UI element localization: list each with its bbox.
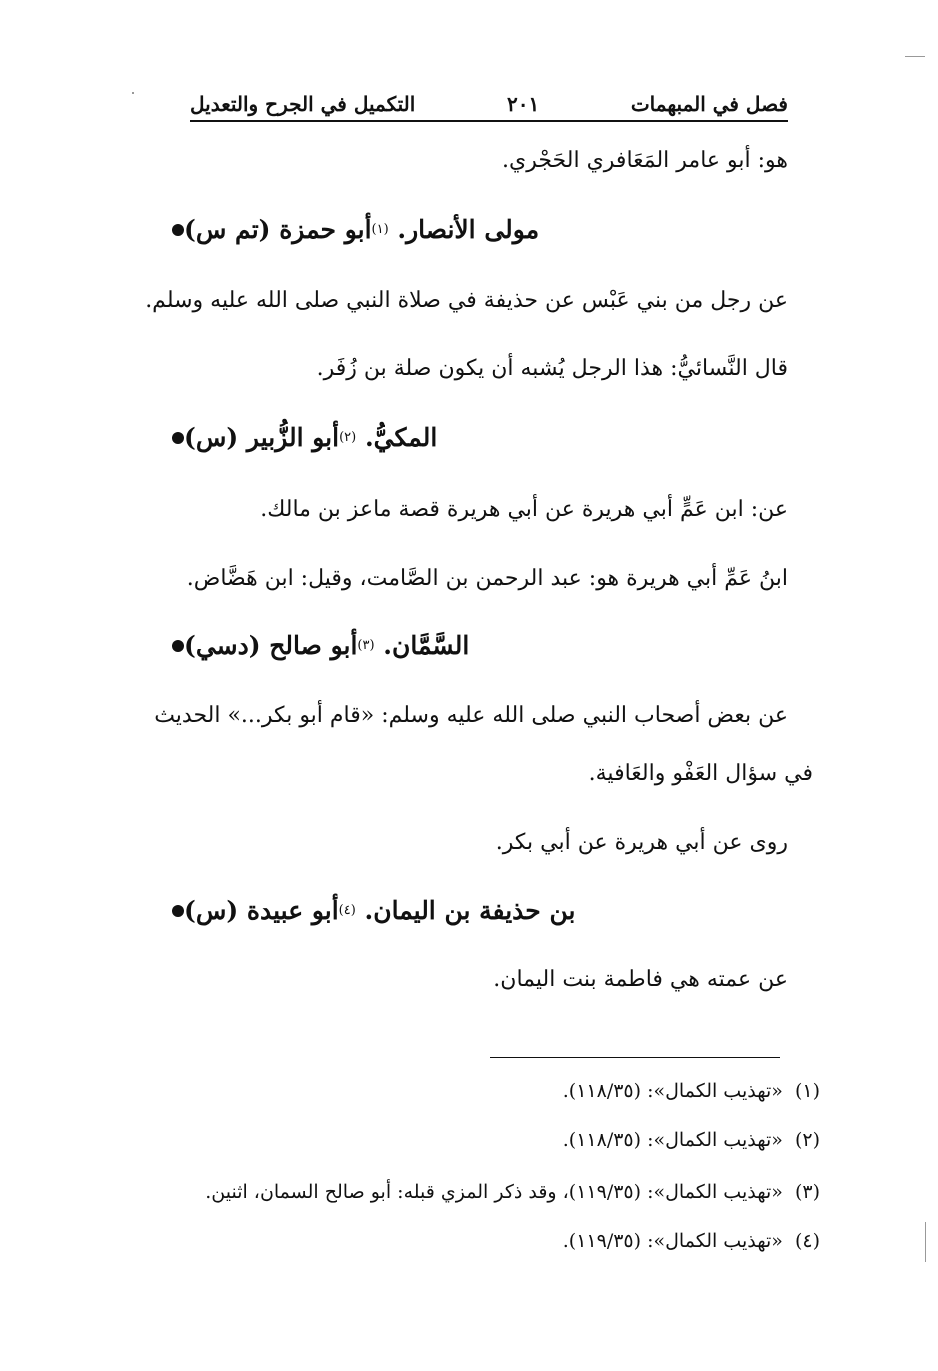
footnote-separator bbox=[490, 1057, 780, 1058]
page-number: ٢٠١ bbox=[506, 92, 540, 116]
entry-heading bbox=[150, 420, 818, 456]
text-line: قال النَّسائيُّ: هذا الرجل يُشبه أن يكون صلة بن زُفَر. bbox=[316, 356, 788, 381]
footnote-text: «تهذيب الكمال»: (١١٩/٣٥)، وقد ذكر المزي قبله: أبو صالح السمان، اثنين. bbox=[205, 1181, 783, 1203]
entry-name: أبو حمزة bbox=[279, 215, 372, 244]
footnote-text: «تهذيب الكمال»: (١١٨/٣٥). bbox=[562, 1080, 783, 1102]
scan-speck bbox=[925, 1222, 926, 1262]
entry-rest: بن حذيفة بن اليمان. bbox=[364, 896, 576, 925]
entry-rest: مولى الأنصار. bbox=[397, 215, 540, 244]
footnote-text: «تهذيب الكمال»: (١١٩/٣٥). bbox=[562, 1230, 783, 1252]
footnote bbox=[160, 1178, 820, 1206]
entry-name: أبو صالح bbox=[269, 631, 358, 660]
footnote-ref: (١) bbox=[371, 222, 389, 237]
entry-heading bbox=[150, 628, 818, 664]
footnote-number: (٤) bbox=[794, 1230, 820, 1252]
entry-code: (دسي) bbox=[184, 631, 261, 660]
footnote bbox=[160, 1077, 820, 1105]
footnote bbox=[160, 1227, 820, 1255]
entry-code: (س) bbox=[184, 896, 239, 925]
bullet-icon bbox=[172, 224, 184, 236]
footnote-ref: (٤) bbox=[338, 903, 356, 918]
book-title: التكميل في الجرح والتعديل bbox=[190, 92, 416, 116]
entry-heading bbox=[150, 893, 818, 929]
text-line: عن رجل من بني عَبْس عن حذيفة في صلاة النبي صلى الله عليه وسلم. bbox=[145, 288, 788, 313]
footnote-number: (٢) bbox=[794, 1129, 820, 1151]
footnote-number: (١) bbox=[794, 1080, 820, 1102]
text-line: عن: ابن عَمٍّ أبي هريرة عن أبي هريرة قصة ماعز بن مالك. bbox=[260, 497, 788, 522]
footnote-number: (٣) bbox=[794, 1181, 820, 1203]
text-line: عن عمته هي فاطمة بنت اليمان. bbox=[493, 967, 788, 992]
text-line: هو: أبو عامر المَعَافري الحَجْري. bbox=[502, 148, 788, 173]
entry-name: أبو عبيدة bbox=[246, 896, 339, 925]
entry-code: (س) bbox=[184, 423, 239, 452]
entry-code: (تم س) bbox=[184, 215, 271, 244]
footnote-ref: (٣) bbox=[357, 638, 375, 653]
entry-rest: المكيُّ. bbox=[364, 423, 438, 452]
section-title: فصل في المبهمات bbox=[630, 92, 788, 116]
scan-speck bbox=[132, 92, 134, 94]
entry-heading bbox=[150, 212, 818, 248]
running-header bbox=[190, 82, 788, 122]
footnote bbox=[160, 1126, 820, 1154]
scan-speck bbox=[905, 56, 925, 57]
text-line: ابنُ عَمِّ أبي هريرة هو: عبد الرحمن بن الصَّامت، وقيل: ابن هَضَّاض. bbox=[186, 566, 788, 591]
bullet-icon bbox=[172, 640, 184, 652]
text-line: روى عن أبي هريرة عن أبي بكر. bbox=[495, 830, 788, 855]
bullet-icon bbox=[172, 905, 184, 917]
bullet-icon bbox=[172, 432, 184, 444]
text-line: في سؤال العَفْو والعَافية. bbox=[588, 761, 813, 786]
entry-name: أبو الزُّبير bbox=[246, 423, 340, 452]
footnote-ref: (٢) bbox=[339, 430, 357, 445]
entry-rest: السَّمَّان. bbox=[383, 631, 470, 660]
footnote-text: «تهذيب الكمال»: (١١٨/٣٥). bbox=[562, 1129, 783, 1151]
text-line: عن بعض أصحاب النبي صلى الله عليه وسلم: «قام أبو بكر...» الحديث bbox=[154, 703, 788, 728]
